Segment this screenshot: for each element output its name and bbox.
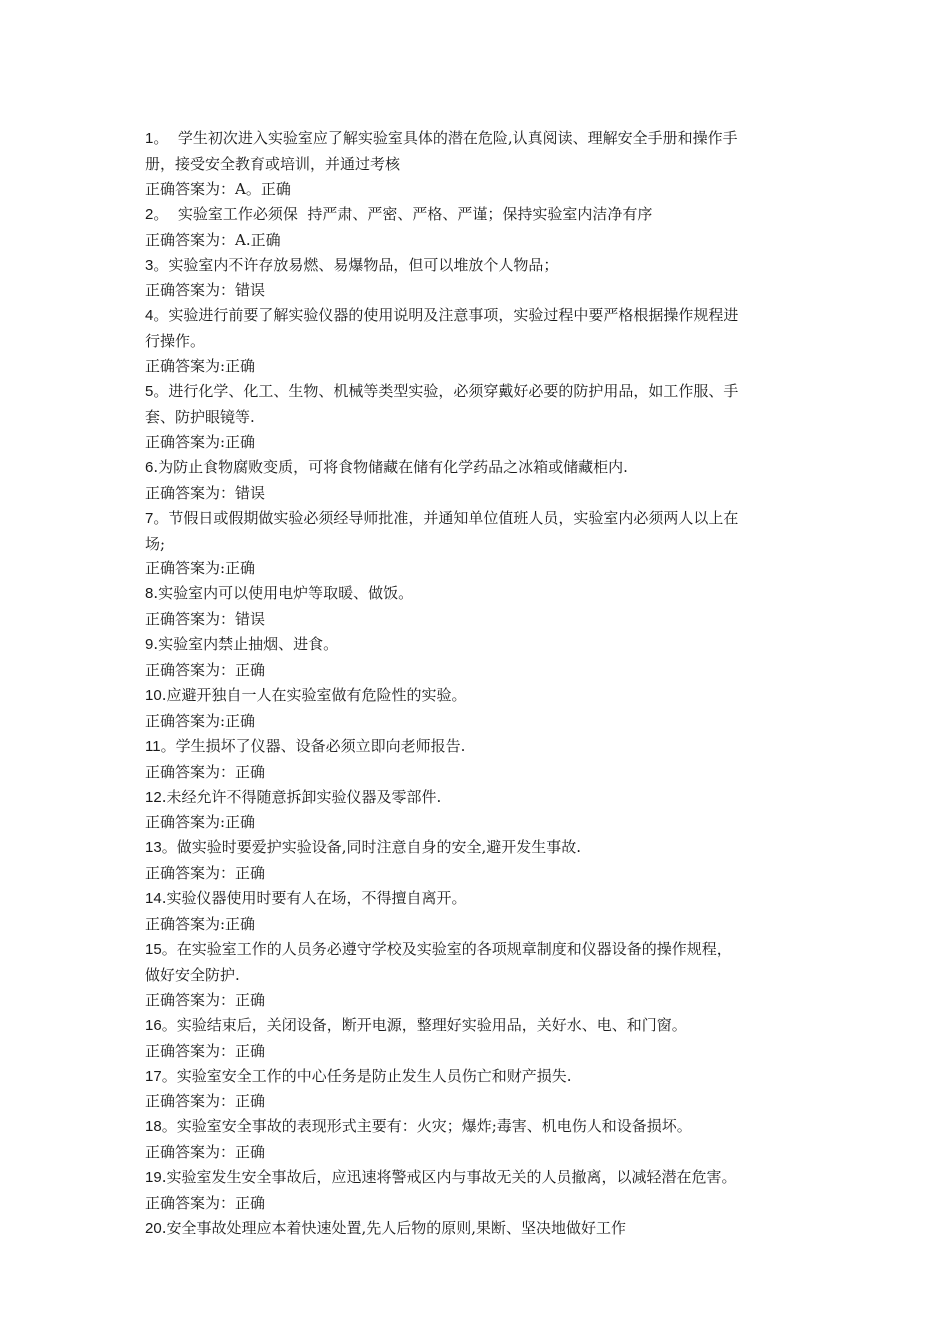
question-number: 18 [145,1118,162,1136]
question-text: 。实验室安全事故的表现形式主要有：火灾；爆炸;毒害、机电伤人和设备损坏。 [161,1117,692,1136]
question-text: 。节假日或假期做实验必须经导师批准，并通知单位值班人员，实验室内必须两人以上在 [153,508,739,527]
answer-line: 正确答案为：正确 [145,1143,266,1162]
question-number: 1 [145,130,154,147]
question-number: 19 [145,1169,162,1187]
question-text: 。做实验时要爱护实验设备,同时注意自身的安全,避开发生事故. [161,838,581,857]
question-text: 。实验室安全工作的中心任务是防止发生人员伤亡和财产损失. [161,1066,572,1085]
question-line [145,937,815,963]
question-number: 8 [145,585,154,603]
answer-line: 正确答案为：错误 [145,483,266,502]
document-body [145,126,815,1242]
question-line [145,253,815,279]
question-number: 10 [145,686,162,704]
answer-line: 正确答案为:正确 [145,915,256,934]
question-text-continuation: 做好安全防护. [145,965,240,984]
answer-line: 正确答案为：正确 [145,762,266,781]
question-text: .未经允许不得随意拆卸实验仪器及零部件. [161,787,442,806]
question-line [145,379,815,405]
answer-line: 正确答案为：错误 [145,281,266,300]
answer-line: 正确答案为：A.正确 [145,230,281,249]
question-text: 。在实验室工作的人员务必遵守学校及实验室的各项规章制度和仪器设备的操作规程， [161,940,732,958]
answer-line: 正确答案为:正确 [145,357,256,376]
answer-line: 正确答案为：A。正确 [145,179,291,198]
question-number: 14 [145,890,162,908]
question-text: 。学生损坏了仪器、设备必须立即向老师报告. [160,736,466,755]
question-line [145,1165,815,1191]
question-text: 。实验室内不许存放易燃、易爆物品，但可以堆放个人物品； [153,255,559,274]
question-text-continuation: 册，接受安全教育或培训，并通过考核 [145,154,401,173]
question-text: .应避开独自一人在实验室做有危险性的实验。 [161,685,467,704]
question-number: 17 [145,1067,162,1085]
question-text-continuation: 套、防护眼镜等. [145,407,255,426]
question-line [145,202,815,228]
question-number: 15 [145,941,162,958]
question-text: .实验室内可以使用电炉等取暖、做饭。 [153,584,414,603]
question-number: 9 [145,636,154,654]
answer-line: 正确答案为：正确 [145,990,266,1009]
question-number: 4 [145,307,154,325]
answer-line: 正确答案为：正确 [145,661,266,680]
question-number: 16 [145,1016,162,1034]
question-number: 3 [145,256,154,274]
question-text-continuation: 场; [145,534,166,553]
question-line [145,455,815,481]
question-line [145,785,815,811]
answer-line: 正确答案为：正确 [145,1092,266,1111]
answer-line: 正确答案为:正确 [145,559,256,578]
question-line [145,506,815,532]
answer-line: 正确答案为：正确 [145,1041,266,1060]
question-text: 。 学生初次进入实验室应了解实验室具体的潜在危险,认真阅读、理解安全手册和操作手 [153,129,738,147]
question-line [145,1114,815,1140]
question-text-continuation: 行操作。 [145,332,206,351]
question-line [145,632,815,658]
question-text: 。实验结束后，关闭设备，断开电源，整理好实验用品，关好水、电、和门窗。 [161,1015,687,1034]
question-line [145,1216,815,1242]
question-line [145,1064,815,1090]
question-line [145,581,815,607]
question-number: 2 [145,205,154,223]
question-text: .实验仪器使用时要有人在场，不得擅自离开。 [161,889,467,908]
question-line [145,1013,815,1039]
question-number: 13 [145,839,162,857]
answer-line: 正确答案为：错误 [145,610,266,629]
question-number: 7 [145,509,154,527]
answer-line: 正确答案为：正确 [145,1194,266,1213]
question-line [145,126,815,152]
answer-line: 正确答案为:正确 [145,432,256,451]
question-line [145,683,815,709]
question-line [145,835,815,861]
question-text: 。进行化学、化工、生物、机械等类型实验，必须穿戴好必要的防护用品，如工作服、手 [153,382,739,401]
question-text: .安全事故处理应本着快速处置,先人后物的原则,果断、坚决地做好工作 [161,1218,626,1237]
answer-line: 正确答案为:正确 [145,711,256,730]
question-number: 5 [145,383,154,401]
question-text: 。 实验室工作必须保 持严肃、严密、严格、严谨；保持实验室内洁净有序 [153,204,653,223]
answer-line: 正确答案为：正确 [145,864,266,883]
question-text: 。实验进行前要了解实验仪器的使用说明及注意事项，实验过程中要严格根据操作规程进 [153,306,739,325]
question-number: 12 [145,788,162,806]
question-number: 6 [145,458,154,476]
question-line [145,303,815,329]
question-text: .实验室内禁止抽烟、进食。 [153,635,339,654]
question-line [145,886,815,912]
question-text: .实验室发生安全事故后，应迅速将警戒区内与事故无关的人员撤离，以减轻潜在危害。 [161,1168,737,1187]
question-number: 20 [145,1219,162,1237]
question-line [145,734,815,760]
question-text: .为防止食物腐败变质，可将食物储藏在储有化学药品之冰箱或储藏柜内. [153,457,628,476]
answer-line: 正确答案为:正确 [145,813,256,832]
question-number: 11 [145,737,161,755]
